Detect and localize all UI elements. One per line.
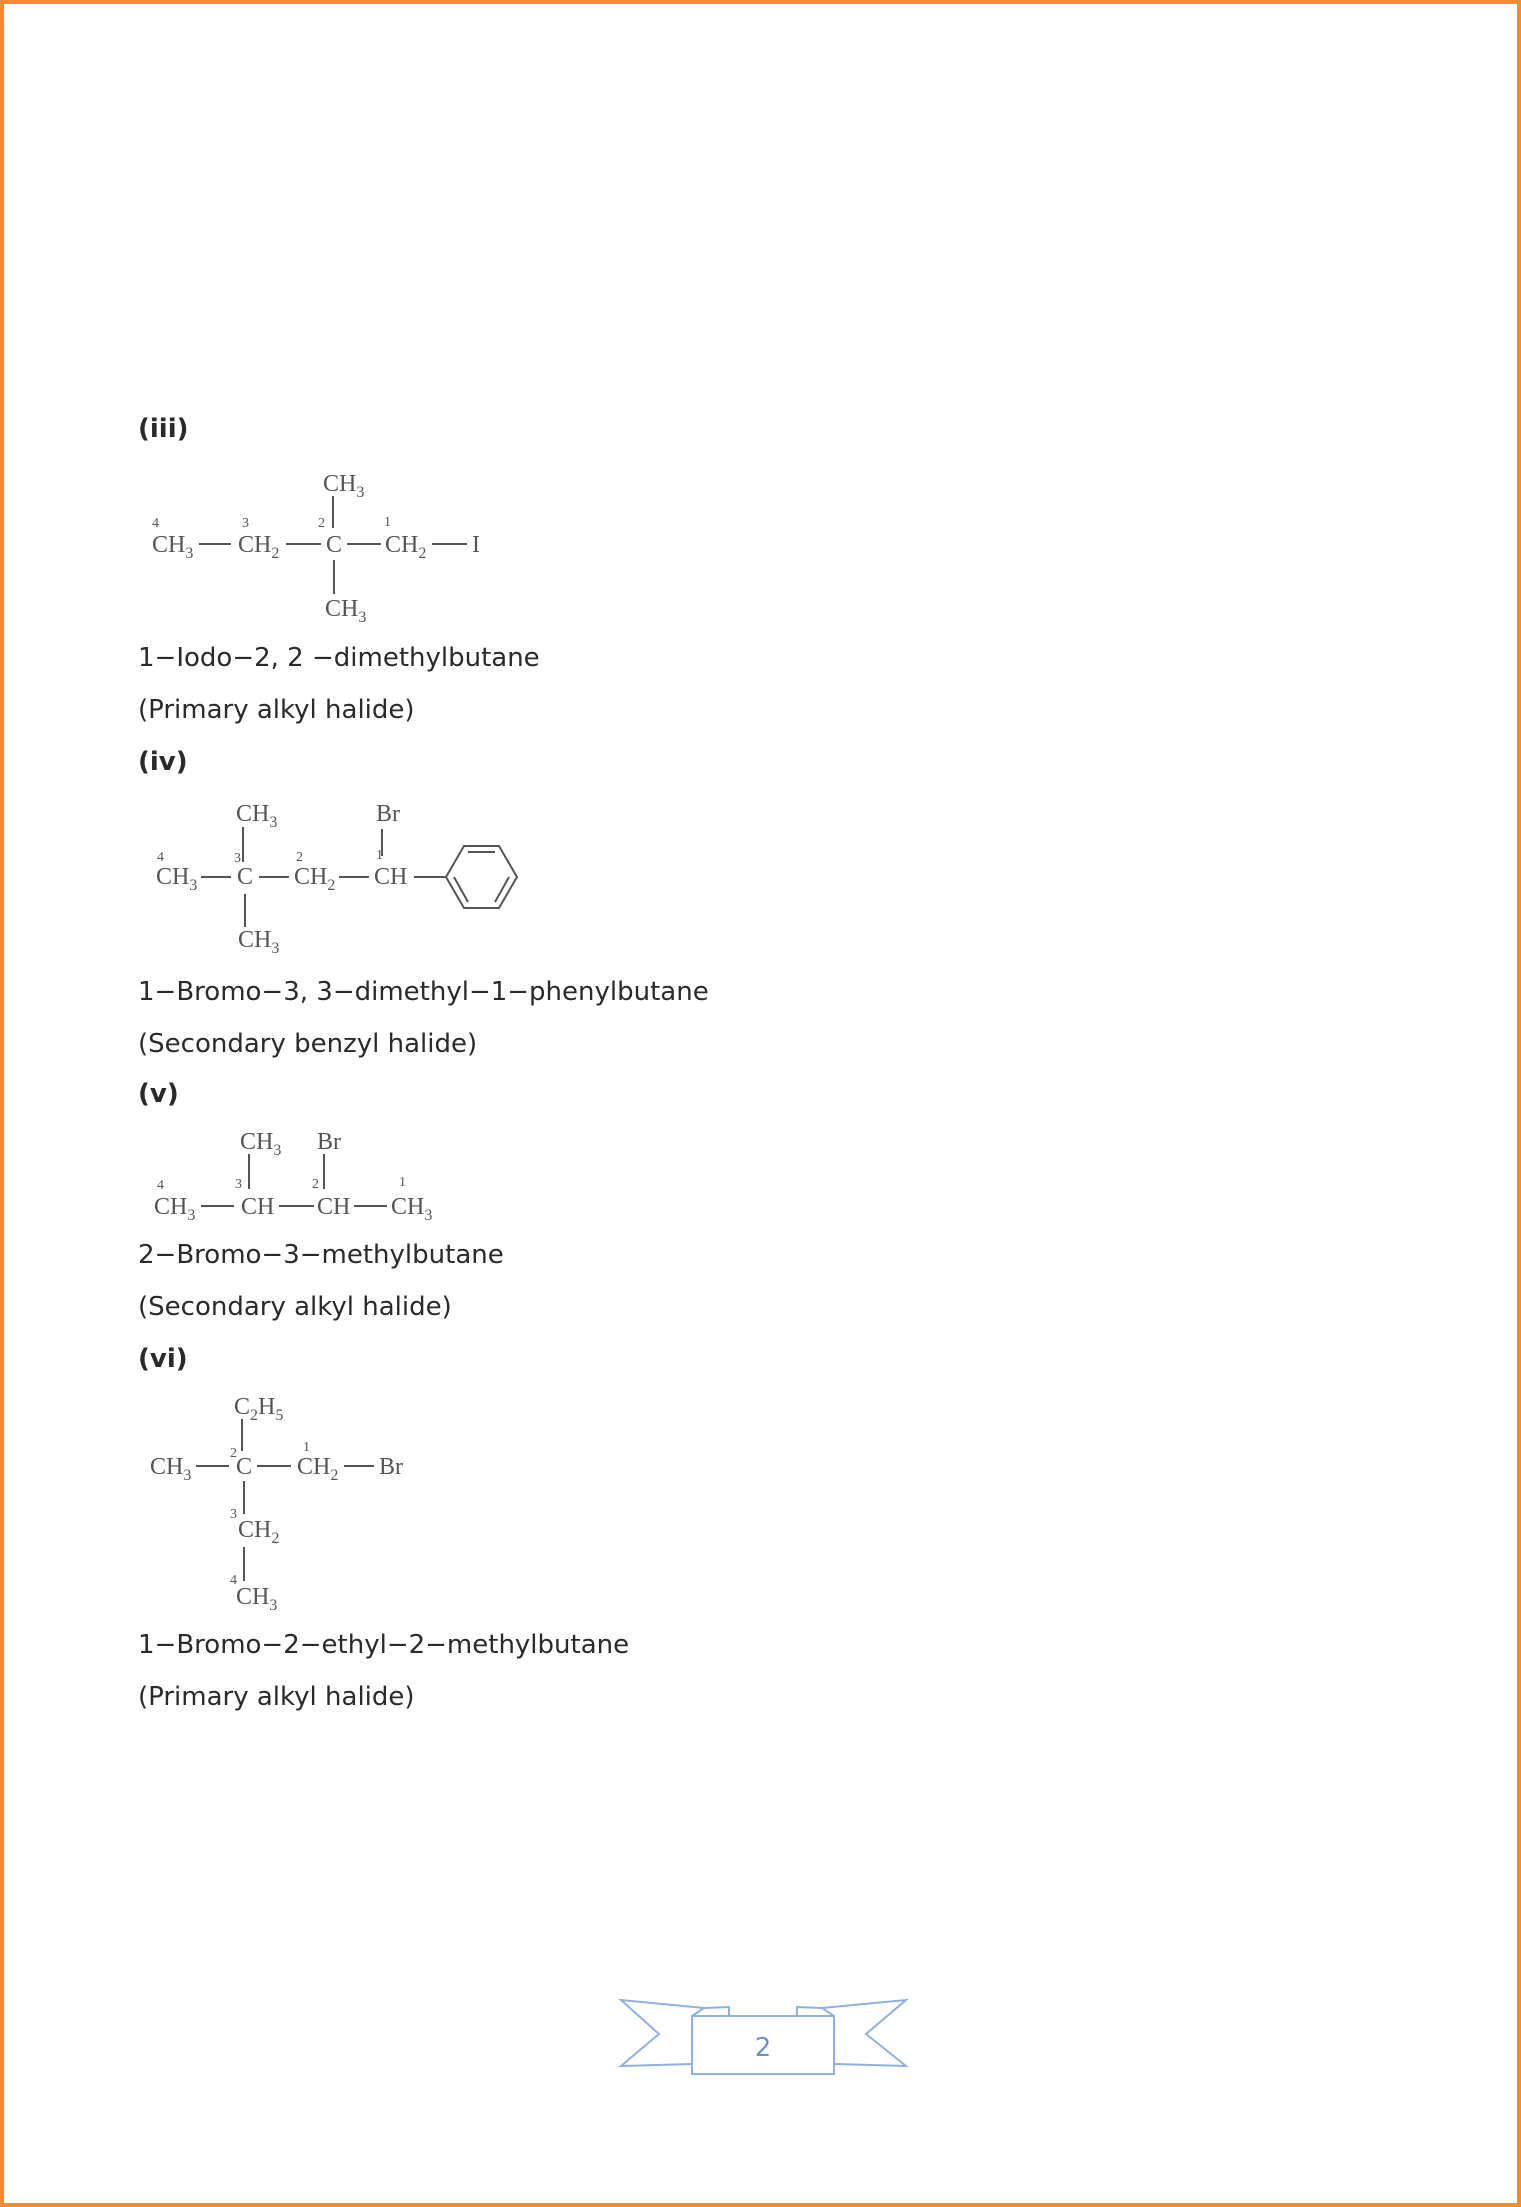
locant: 1	[303, 1440, 310, 1455]
locant: 1	[384, 515, 391, 530]
atom: $CH_3$	[236, 801, 278, 831]
compound-type-iv: (Secondary benzyl halide)	[138, 1029, 478, 1059]
locant: 3	[234, 851, 241, 866]
atom: Br	[317, 1129, 341, 1155]
compound-name-v: 2−Bromo−3−methylbutane	[138, 1240, 504, 1270]
compound-name-iii: 1−Iodo−2, 2 −dimethylbutane	[138, 643, 540, 673]
locant: 4	[152, 516, 159, 531]
locant: 3	[230, 1507, 237, 1522]
atom: $CH_3$	[154, 1194, 196, 1224]
atom: $CH_3$	[391, 1194, 433, 1224]
atom: I	[472, 532, 480, 558]
atom: $CH_3$	[236, 1584, 278, 1614]
item-label-v: (v)	[138, 1079, 179, 1109]
compound-type-iii: (Primary alkyl halide)	[138, 695, 415, 725]
atom: $CH_3$	[156, 864, 198, 894]
atom: $CH_3$	[325, 596, 367, 626]
atom: $C_2H_5$	[234, 1394, 284, 1424]
atom: Br	[376, 801, 400, 827]
locant: 4	[157, 850, 164, 865]
atom: C	[237, 864, 254, 890]
locant: 4	[230, 1573, 237, 1588]
atom: C	[326, 532, 343, 558]
locant: 2	[312, 1177, 319, 1192]
atom: $CH_3$	[152, 532, 194, 562]
atom: $CH_2$	[238, 1517, 280, 1547]
atom: $CH_2$	[297, 1454, 339, 1484]
atom: $CH_2$	[238, 532, 280, 562]
atom: Br	[379, 1454, 403, 1480]
atom: $CH_3$	[150, 1454, 192, 1484]
locant: 1	[376, 848, 383, 863]
locant: 3	[242, 516, 249, 531]
item-label-iii: (iii)	[138, 414, 189, 444]
locant: 2	[296, 850, 303, 865]
locant: 4	[157, 1178, 164, 1193]
atom: $CH_3$	[240, 1129, 282, 1159]
item-label-vi: (vi)	[138, 1344, 188, 1374]
compound-type-v: (Secondary alkyl halide)	[138, 1292, 452, 1322]
atom: $CH_3$	[238, 927, 280, 957]
locant: 1	[399, 1175, 406, 1190]
atom: C	[236, 1454, 253, 1480]
item-label-iv: (iv)	[138, 747, 188, 777]
atom: $CH_2$	[385, 532, 427, 562]
atom: CH	[317, 1194, 351, 1220]
locant: 3	[235, 1177, 242, 1192]
compound-name-vi: 1−Bromo−2−ethyl−2−methylbutane	[138, 1630, 630, 1660]
locant: 2	[318, 516, 325, 531]
atom: CH	[374, 864, 408, 890]
locant: 2	[230, 1446, 237, 1461]
atom: $CH_3$	[323, 471, 365, 501]
compound-type-vi: (Primary alkyl halide)	[138, 1682, 415, 1712]
atom: CH	[241, 1194, 275, 1220]
page-number-badge	[4, 4, 1521, 2207]
atom: $CH_2$	[294, 864, 336, 894]
compound-name-iv: 1−Bromo−3, 3−dimethyl−1−phenylbutane	[138, 977, 709, 1007]
page-number: 2	[754, 2033, 772, 2063]
